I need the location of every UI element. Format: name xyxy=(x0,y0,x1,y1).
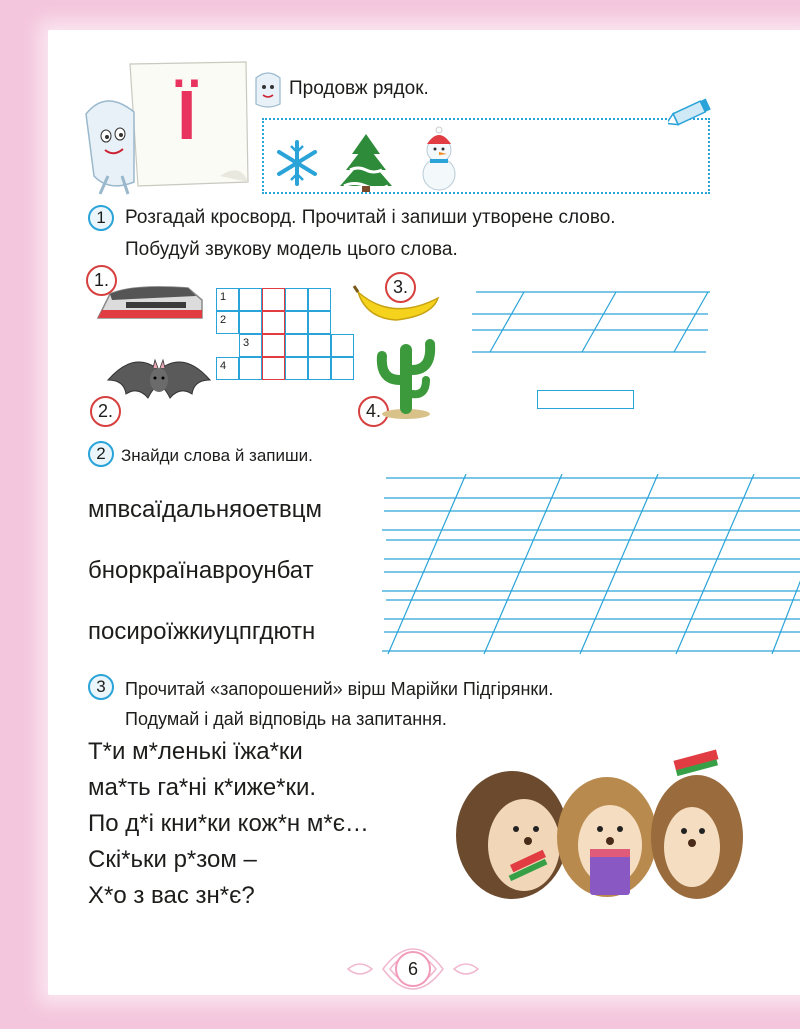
pencil-icon xyxy=(668,96,714,128)
crossword-cell[interactable] xyxy=(308,311,331,334)
crossword-key-cell[interactable] xyxy=(262,334,285,357)
poem-line: ма*ть га*ні к*иже*ки. xyxy=(88,774,317,801)
task-number-badge: 3 xyxy=(88,674,114,700)
crossword-cell[interactable] xyxy=(331,357,354,380)
crossword-cell[interactable] xyxy=(285,311,308,334)
letter-string: посироїжкиуцпгдютн xyxy=(88,618,316,645)
picture-number: 4. xyxy=(358,396,389,427)
task-number-badge: 1 xyxy=(88,205,114,231)
scroll-mascot-icon xyxy=(250,70,286,110)
snowman-icon xyxy=(414,126,464,192)
task1-instruction: Розгадай кросворд. Прочитай і запиши утворене слово. xyxy=(125,207,616,228)
crossword-cell[interactable] xyxy=(239,288,262,311)
task3-instruction: Прочитай «запорошений» вірш Марійки Підгірянки. xyxy=(125,679,554,699)
task2-instruction: Знайди слова й запиши. xyxy=(121,446,313,465)
poem-line: Т*и м*ленькі їжа*ки xyxy=(88,738,303,765)
writing-lines[interactable] xyxy=(470,288,715,356)
crossword-key-cell[interactable] xyxy=(262,357,285,380)
crossword-cell[interactable] xyxy=(308,357,331,380)
crossword-cell[interactable]: 3 xyxy=(239,334,262,357)
crossword-cell[interactable]: 4 xyxy=(216,357,239,380)
intro-instruction: Продовж рядок. xyxy=(289,78,429,99)
banana-icon xyxy=(352,278,444,326)
train-icon xyxy=(92,280,208,328)
sequence-frame xyxy=(262,118,710,194)
letter-string: бноркраїнавроунбат xyxy=(88,557,314,584)
picture-number: 3. xyxy=(385,272,416,303)
bat-icon xyxy=(104,350,214,416)
picture-number: 1. xyxy=(86,265,117,296)
task3-instruction: Подумай і дай відповідь на запитання. xyxy=(125,709,447,729)
poem-line: По д*і кни*ки кож*н м*є… xyxy=(88,810,369,837)
poem-line: Скі*ьки р*зом – xyxy=(88,846,257,873)
crossword-cell[interactable] xyxy=(239,357,262,380)
fir-tree-icon xyxy=(336,130,396,192)
letter-string: мпвсаїдальняоетвцм xyxy=(88,496,322,523)
task1-instruction: Побудуй звукову модель цього слова. xyxy=(125,239,458,260)
cactus-icon xyxy=(366,330,446,420)
writing-lines[interactable] xyxy=(382,474,800,656)
snowflake-icon xyxy=(272,138,322,188)
crossword-cell[interactable] xyxy=(285,288,308,311)
page-number: 6 xyxy=(407,959,418,979)
letter-title: Ї xyxy=(177,76,197,154)
scroll-mascot-icon xyxy=(86,101,134,194)
hedgehogs-illustration xyxy=(452,745,752,905)
crossword-cell[interactable] xyxy=(308,288,331,311)
picture-number: 2. xyxy=(90,396,121,427)
poem-line: Х*о з вас зн*є? xyxy=(88,882,255,909)
crossword-cell[interactable] xyxy=(285,357,308,380)
crossword-cell[interactable] xyxy=(239,311,262,334)
crossword-cell[interactable] xyxy=(308,334,331,357)
crossword-cell[interactable]: 1 xyxy=(216,288,239,311)
sound-model-box[interactable] xyxy=(537,390,634,409)
crossword-cell[interactable] xyxy=(331,334,354,357)
crossword-key-cell[interactable] xyxy=(262,311,285,334)
crossword-cell[interactable]: 2 xyxy=(216,311,239,334)
crossword-cell[interactable] xyxy=(285,334,308,357)
crossword-key-cell[interactable] xyxy=(262,288,285,311)
task-number-badge: 2 xyxy=(88,441,114,467)
